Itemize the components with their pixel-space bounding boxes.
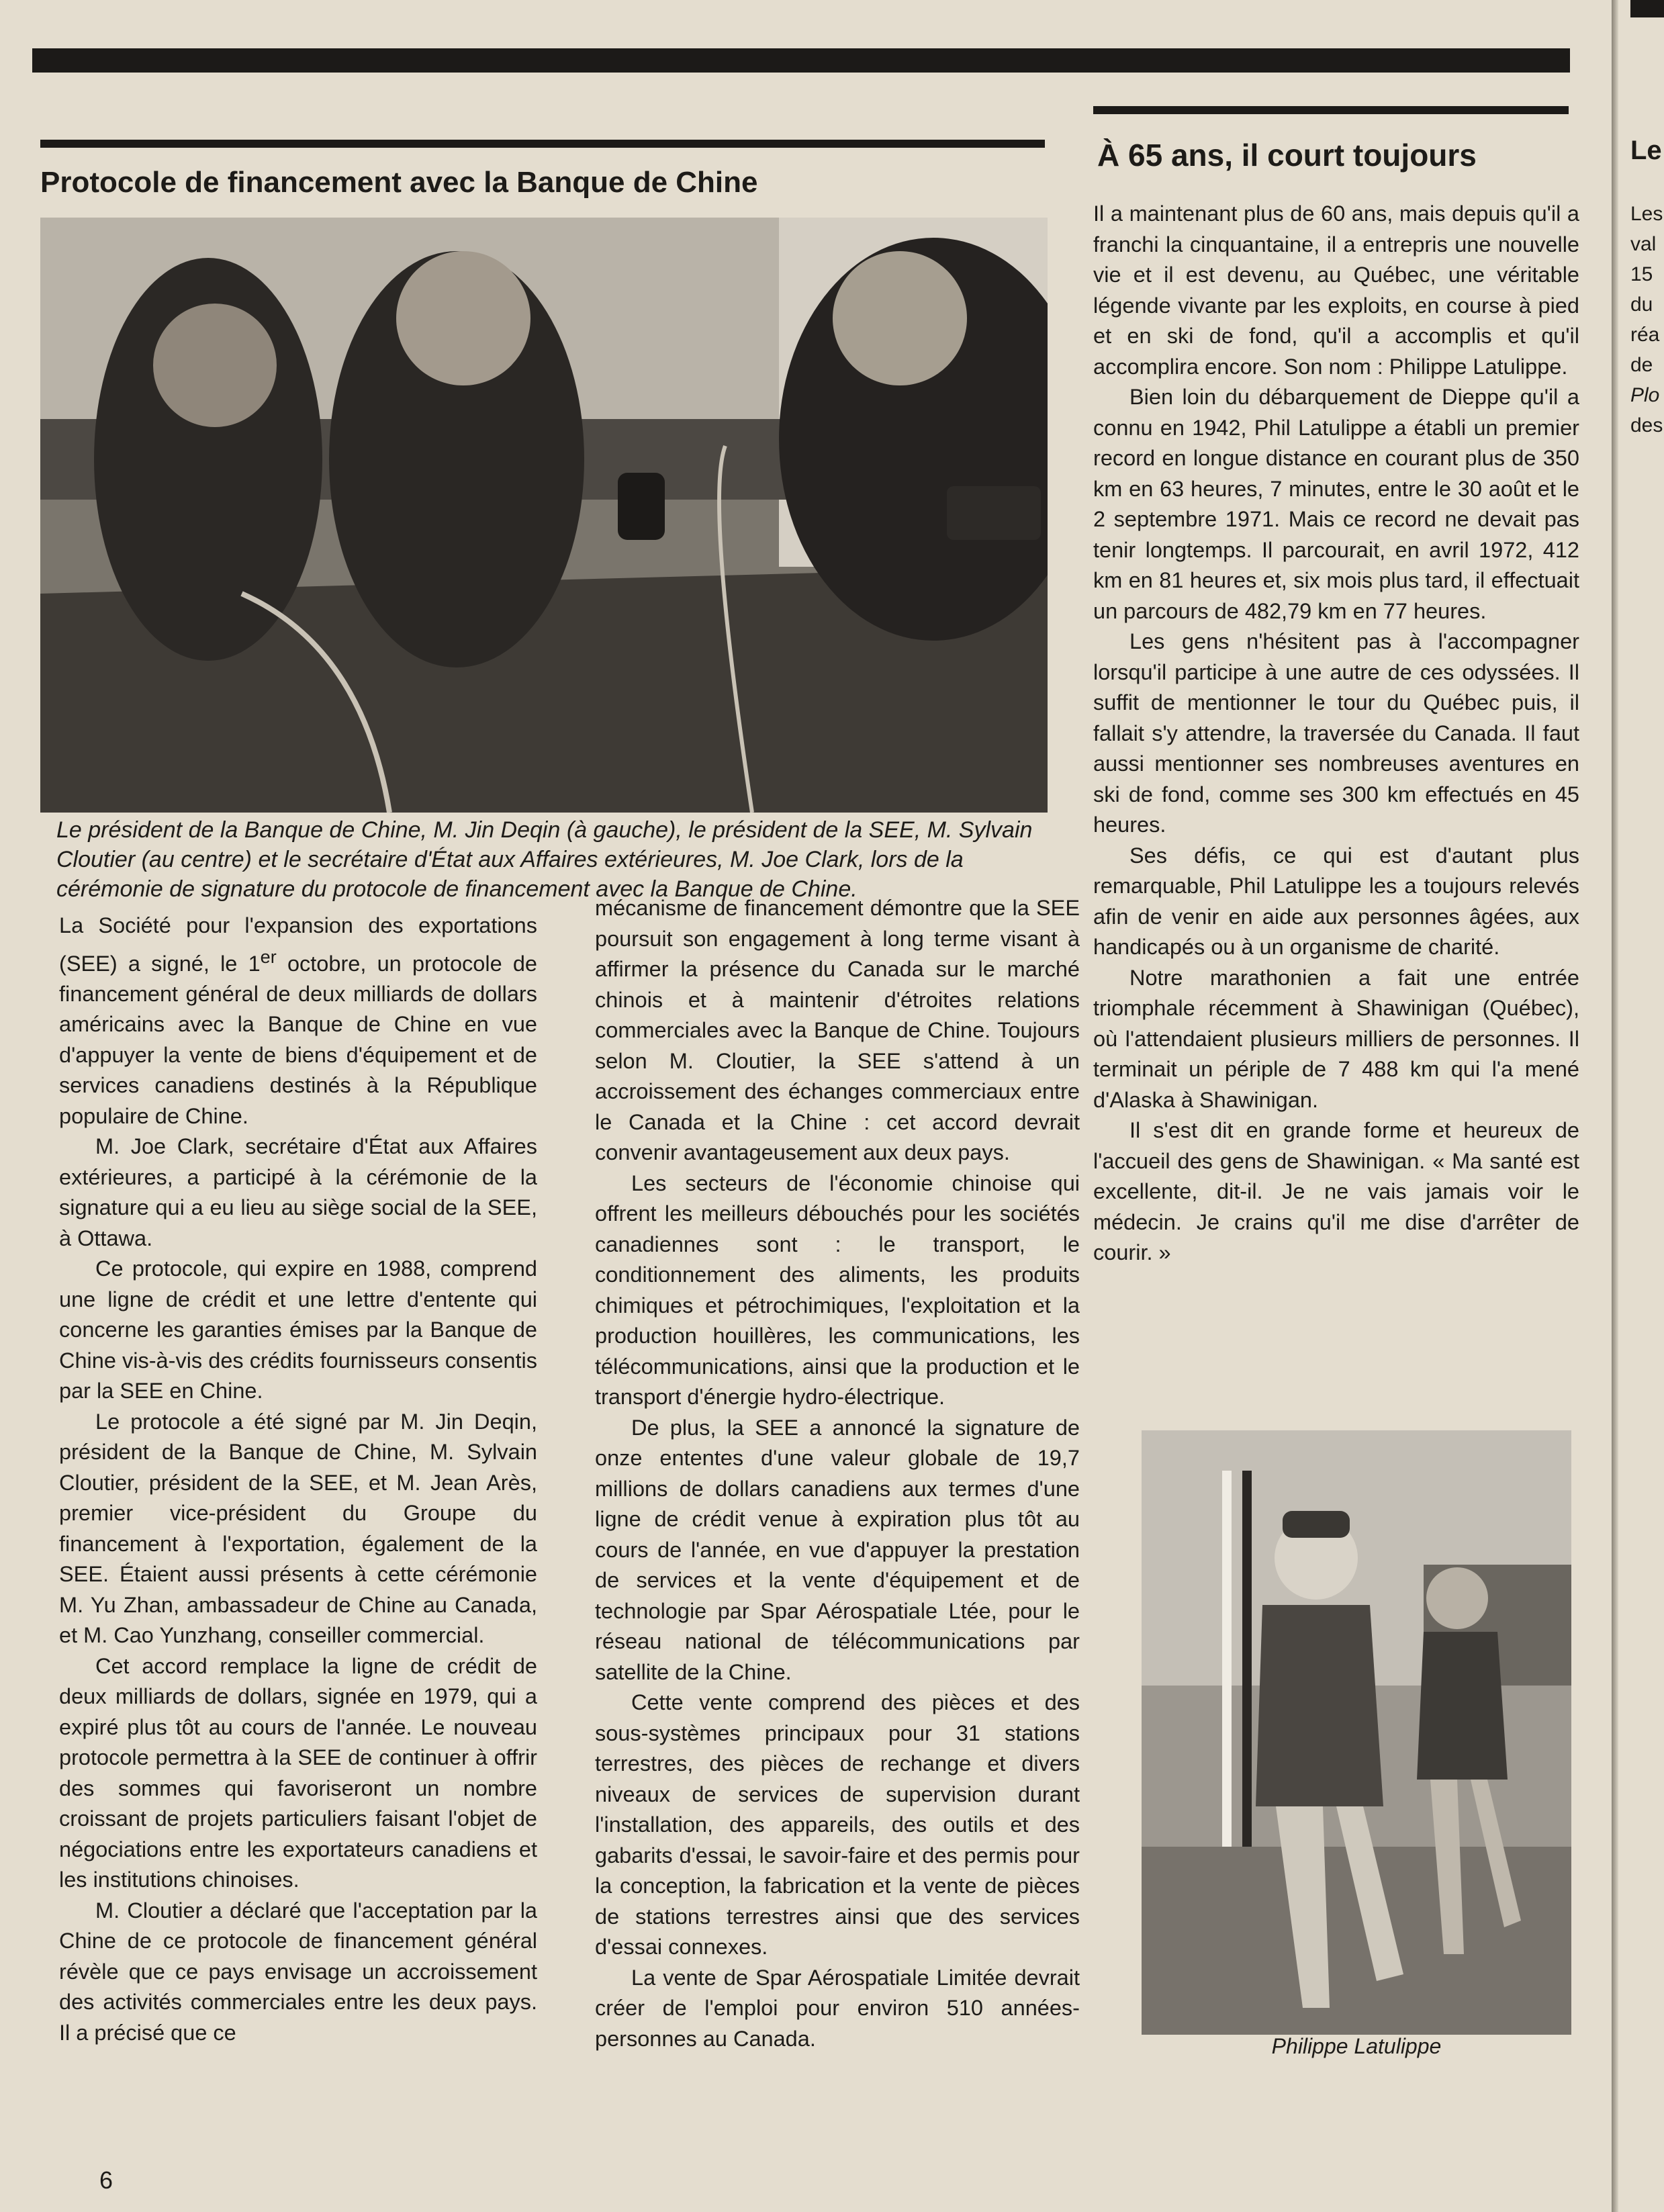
caption-name: M. Joe Clark,: [730, 847, 871, 872]
caption-name: M. Jin Deqin (à gauche),: [433, 817, 689, 843]
paragraph-text: La Société pour l'expansion des exportations (SEE) a signé, le 1: [59, 913, 537, 976]
paragraph: Ce protocole, qui expire en 1988, comprend une ligne de crédit et une lettre d'entente qui concerne les garanties émises par la Banque de Chine vis-à-vis des crédits fournisseurs consentis par la SEE en Chine.: [59, 1256, 537, 1403]
paragraph-text: octobre, un protocole de financement général de deux milliards de dollars américains avec la Banque de Chine en vue d'appuyer la vente de biens d'équipement et de services canadiens destinés à la République populaire de Chine.: [59, 951, 537, 1128]
neighbor-line: 15: [1630, 263, 1653, 285]
paragraph: Cette vente comprend des pièces et des sous-systèmes principaux pour 31 stations terrestres, des pièces de rechange et divers niveaux de services de supervision durant l'installation, des appareils, des outils et des gabarits d'essai, le savoir-faire et des permis pour la conception, la fabrication et la vente de pièces de stations terrestres ainsi que des services d'essai connexes.: [595, 1690, 1080, 1959]
page-number: 6: [99, 2166, 113, 2194]
runner-photo: [1142, 1430, 1571, 2035]
page-gutter-shadow: [1612, 0, 1618, 2212]
neighbor-line: de: [1630, 354, 1653, 376]
left-article-column-2: [595, 893, 1080, 2054]
right-article-column: [1093, 199, 1579, 1269]
paragraph: mécanisme de financement démontre que la SEE poursuit son engagement à long terme visant à affirmer la présence du Canada sur le marché chinois et à maintenir d'étroites relations commerciales avec la Banque de Chine. Toujours selon M. Cloutier, la SEE s'attend à un accroissement des échanges commerciaux entre le Canada et la Chine : cet accord devrait convenir avantageusement aux deux pays.: [595, 896, 1080, 1164]
right-article-rule: [1093, 106, 1569, 114]
ordinal-suffix: er: [260, 946, 277, 967]
neighbor-line: Les: [1630, 203, 1663, 225]
neighbor-line: du: [1630, 293, 1653, 316]
caption-text: lors de la cérémonie de signature du protocole de financement avec la Banque de Chine.: [56, 847, 964, 902]
paragraph: Il s'est dit en grande forme et heureux de l'accueil des gens de Shawinigan. « Ma santé est excellente, dit-il. Je ne vais jamais voir le médecin. Je crains qu'il me dise d'arrêter de courir. »: [1093, 1118, 1579, 1264]
caption-text: le président de la SEE,: [688, 817, 927, 843]
neighbor-page-text: [1630, 199, 1663, 441]
paragraph: La vente de Spar Aérospatiale Limitée devrait créer de l'emploi pour environ 510 années-personnes au Canada.: [595, 1965, 1080, 2051]
paragraph: Le protocole a été signé par M. Jin Deqin, président de la Banque de Chine, M. Sylvain Cloutier, président de la SEE, et M. Jean Arès, premier vice-président du Groupe du financement à l'exportation, également de la SEE. Étaient aussi présents à cette cérémonie M. Yu Zhan, ambassadeur de Chine au Canada, et M. Cao Yunzhang, conseiller commercial.: [59, 1409, 537, 1648]
left-article-title: Protocole de financement avec la Banque de Chine: [40, 166, 758, 199]
neighbor-line: Plo: [1630, 384, 1660, 406]
caption-text: Le président de la Banque de Chine,: [56, 817, 434, 843]
left-photo-caption: [56, 815, 1064, 904]
neighbor-line: des: [1630, 414, 1663, 436]
paragraph: Ses défis, ce qui est d'autant plus remarquable, Phil Latulippe les a toujours relevés afin de venir en aide aux personnes âgées, aux handicapés ou à un organisme de charité.: [1093, 843, 1579, 959]
neighbor-page-strip: [1612, 0, 1664, 2212]
paragraph: De plus, la SEE a annoncé la signature de onze ententes d'une valeur globale de 19,7 millions de dollars canadiens aux termes d'une ligne de crédit venue à expiration plus tôt au cours de l'année, en vue d'appuyer la prestation de services et la vente d'équipement et de technologie par Spar Aérospatiale Ltée, pour le réseau national de télécommunications par satellite de la Chine.: [595, 1415, 1080, 1684]
runner-photo-caption: Philippe Latulippe: [1271, 2034, 1442, 2058]
neighbor-line: réa: [1630, 324, 1660, 346]
paragraph: Cet accord remplace la ligne de crédit de deux milliards de dollars, signée en 1979, qui a expiré plus tôt au cours de l'année. Le nouveau protocole permettra à la SEE de continuer à offrir des sommes qui favoriseront un nombre croissant de projets particuliers faisant l'objet de négociations entre les exportateurs canadiens et les institutions chinoises.: [59, 1653, 537, 1892]
paragraph: M. Cloutier a déclaré que l'acceptation par la Chine de ce protocole de financement général révèle que ce pays envisage un accroissement des activités commerciales entre les deux pays. Il a précisé que ce: [59, 1898, 537, 2045]
caption-text: et le secrétaire d'État aux Affaires extérieures,: [258, 847, 731, 872]
paragraph: Notre marathonien a fait une entrée triomphale récemment à Shawinigan (Québec), où l'attendaient plusieurs milliers de personnes. Il terminait un périple de 7 488 km qui l'a mené d'Alaska à Shawinigan.: [1093, 965, 1579, 1112]
paragraph: Les gens n'hésitent pas à l'accompagner lorsqu'il participe à une autre de ces odyssées. Il suffit de mentionner le tour du Québec puis, il fallait s'y attendre, la traversée du Canada. Il faut aussi mentionner ses nombreuses aventures en ski de fond, comme ses 300 km effectués en 45 heures.: [1093, 629, 1579, 837]
signing-ceremony-photo: [40, 218, 1048, 813]
left-article-rule: [40, 140, 1045, 148]
paragraph: [59, 911, 537, 1132]
neighbor-line: val: [1630, 233, 1657, 255]
right-article-title: À 65 ans, il court toujours: [1097, 138, 1477, 173]
paragraph: Les secteurs de l'économie chinoise qui offrent les meilleurs débouchés pour les sociétés canadiennes sont : le transport, le conditionnement des aliments, les produits chimiques et pétrochimiques, l'exploitation et la production houillères, les communications, les télécommunications, ainsi que la production et le transport d'énergie hydro-électrique.: [595, 1170, 1080, 1409]
caption-name: M. Sylvain Cloutier (au centre): [56, 817, 1033, 872]
left-article-column-1: [59, 911, 537, 2048]
paragraph: M. Joe Clark, secrétaire d'État aux Affaires extérieures, a participé à la cérémonie de la signature qui a eu lieu au siège social de la SEE, à Ottawa.: [59, 1134, 537, 1250]
neighbor-page-title: Le: [1630, 136, 1662, 165]
paragraph: Il a maintenant plus de 60 ans, mais depuis qu'il a franchi la cinquantaine, il a entrepris une nouvelle vie et il est devenu, au Québec, une véritable légende vivante par les exploits, en course à pied et en ski de fond, qu'il a accomplis et qu'il accomplira encore. Son nom : Philippe Latulippe.: [1093, 201, 1579, 379]
header-rule: [32, 48, 1570, 73]
paragraph: Bien loin du débarquement de Dieppe qu'il a connu en 1942, Phil Latulippe a établi un premier record en longue distance en courant plus de 350 km en 63 heures, 7 minutes, entre le 30 août et le 2 septembre 1971. Mais ce record ne devait pas tenir longtemps. Il parcourait, en avril 1972, 412 km en 81 heures et, six mois plus tard, il effectuait un parcours de 482,79 km en 77 heures.: [1093, 385, 1579, 623]
